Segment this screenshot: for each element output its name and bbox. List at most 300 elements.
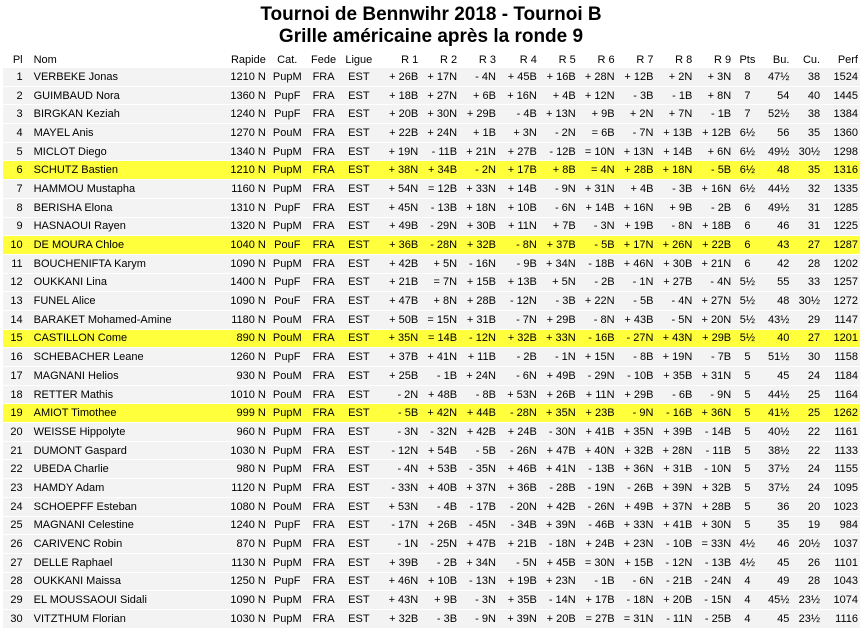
- table-row: [3, 572, 860, 591]
- cell-performance: 1285: [833, 201, 858, 214]
- cell-category: PupM: [272, 444, 302, 457]
- cell-round-2: + 8N: [433, 295, 458, 308]
- cell-place: 25: [10, 519, 23, 532]
- cell-league: EST: [348, 257, 370, 270]
- cell-round-1: - 17N: [391, 519, 419, 532]
- cell-category: PouM: [272, 313, 302, 326]
- cell-round-9: - 2B: [710, 201, 732, 214]
- cell-cumulative: 38: [807, 70, 821, 83]
- cell-round-3: - 8B: [475, 388, 496, 401]
- cell-round-1: + 19N: [388, 145, 419, 158]
- cell-cumulative: 28: [807, 257, 821, 270]
- cell-rapid-rating: 1040 N: [230, 239, 266, 252]
- table-row: [3, 180, 860, 199]
- cell-category: PouM: [272, 369, 302, 382]
- header-rapid-rating: Rapide: [230, 53, 266, 66]
- cell-league: EST: [348, 239, 370, 252]
- cell-place: 23: [10, 481, 23, 494]
- cell-round-9: + 28B: [702, 500, 732, 513]
- cell-performance: 1158: [834, 351, 858, 364]
- cell-category: PupF: [274, 89, 301, 102]
- cell-performance: 1095: [833, 481, 858, 494]
- cell-rapid-rating: 1260 N: [230, 351, 266, 364]
- header-round-5: R 5: [558, 53, 576, 66]
- page-header: [0, 4, 862, 48]
- cell-round-2: - 3B: [436, 612, 458, 625]
- table-row: [3, 86, 860, 105]
- table-row: [3, 161, 860, 180]
- cell-round-3: - 4N: [475, 70, 496, 83]
- cell-round-5: + 49B: [546, 369, 576, 382]
- cell-round-5: - 9N: [554, 182, 576, 195]
- cell-place: 27: [10, 556, 23, 569]
- cell-cumulative: 29: [807, 313, 821, 326]
- cell-round-8: + 39N: [662, 481, 693, 494]
- cell-round-7: - 10B: [627, 369, 654, 382]
- cell-round-4: + 19B: [507, 575, 537, 588]
- cell-federation: FRA: [312, 444, 335, 457]
- cell-performance: 1202: [833, 257, 858, 270]
- cell-round-9: + 21N: [701, 257, 732, 270]
- cell-round-8: - 11N: [666, 612, 693, 625]
- cell-round-5: + 5N: [552, 276, 576, 289]
- cell-round-2: + 41N: [427, 351, 458, 364]
- cell-round-6: - 13B: [588, 463, 615, 476]
- cell-round-5: + 45B: [546, 556, 576, 569]
- cell-rapid-rating: 890 N: [236, 332, 266, 345]
- cell-rapid-rating: 1310 N: [230, 201, 266, 214]
- cell-round-8: + 41B: [663, 519, 693, 532]
- cell-category: PouM: [272, 126, 302, 139]
- cell-round-9: - 9N: [710, 388, 732, 401]
- cell-round-2: + 24N: [427, 126, 458, 139]
- cell-performance: 1101: [834, 556, 858, 569]
- cell-round-9: - 10N: [704, 463, 732, 476]
- cell-buchholz: 44½: [768, 182, 790, 195]
- cell-round-9: = 33N: [701, 538, 732, 551]
- cell-round-7: + 12B: [624, 70, 654, 83]
- cell-round-9: + 30N: [701, 519, 732, 532]
- table-row: [3, 236, 860, 255]
- cell-round-6: = 6B: [591, 126, 615, 139]
- table-row: [3, 105, 860, 124]
- cell-round-7: + 23N: [623, 538, 654, 551]
- cell-round-2: + 34B: [428, 164, 458, 177]
- cell-round-6: + 23B: [585, 407, 615, 420]
- cell-place: 3: [16, 108, 23, 121]
- cell-round-2: + 9B: [434, 594, 458, 607]
- cell-round-5: + 33N: [546, 332, 576, 345]
- cell-category: PouF: [274, 295, 301, 308]
- cell-round-7: + 43B: [624, 313, 654, 326]
- cell-name: HAMDY Adam: [33, 481, 105, 494]
- header-round-6: R 6: [597, 53, 615, 66]
- cell-round-4: + 16N: [507, 89, 537, 102]
- cell-round-1: + 54N: [388, 182, 419, 195]
- cell-points: 5: [744, 444, 751, 457]
- cell-round-9: - 11B: [705, 444, 732, 457]
- cell-category: PupF: [274, 201, 301, 214]
- cell-round-7: + 32B: [624, 444, 654, 457]
- cell-round-3: - 17B: [469, 500, 496, 513]
- cell-league: EST: [348, 519, 370, 532]
- cell-round-8: + 39B: [663, 425, 693, 438]
- cell-round-2: + 30N: [427, 108, 458, 121]
- cell-round-4: + 35B: [507, 594, 537, 607]
- cell-federation: FRA: [312, 519, 335, 532]
- table-row: [3, 124, 860, 143]
- cell-rapid-rating: 1210 N: [230, 164, 266, 177]
- cell-round-9: - 25B: [704, 612, 732, 625]
- cell-round-2: + 17N: [427, 70, 458, 83]
- cell-round-7: - 8B: [633, 351, 654, 364]
- header-round-2: R 2: [439, 53, 458, 66]
- cell-round-8: - 3B: [672, 182, 693, 195]
- cell-round-8: - 12N: [665, 556, 693, 569]
- cell-category: PupF: [274, 276, 301, 289]
- cell-round-6: + 28N: [584, 70, 615, 83]
- cell-round-6: - 5B: [594, 239, 615, 252]
- cell-points: 5: [744, 463, 751, 476]
- cell-cumulative: 22: [807, 444, 821, 457]
- cell-round-8: + 26N: [662, 239, 693, 252]
- cell-league: EST: [348, 295, 370, 308]
- cell-round-4: - 7N: [516, 313, 537, 326]
- cell-round-1: + 46N: [388, 575, 419, 588]
- cell-round-9: + 22B: [702, 239, 732, 252]
- cell-round-4: + 46B: [507, 463, 537, 476]
- cell-round-3: - 13N: [469, 575, 496, 588]
- cell-round-4: - 2B: [516, 351, 537, 364]
- cell-round-3: + 34N: [466, 556, 496, 569]
- cell-category: PupM: [272, 257, 302, 270]
- cell-cumulative: 25: [807, 388, 821, 401]
- cell-name: CASTILLON Come: [33, 332, 128, 345]
- cell-place: 28: [10, 575, 23, 588]
- cell-round-5: + 8B: [552, 164, 576, 177]
- cell-buchholz: 43: [777, 239, 790, 252]
- cell-round-4: + 13B: [507, 276, 537, 289]
- cell-rapid-rating: 1210 N: [230, 70, 266, 83]
- cell-buchholz: 41½: [768, 407, 790, 420]
- cell-place: 19: [10, 407, 23, 420]
- cell-round-3: + 21N: [466, 145, 496, 158]
- cell-round-3: - 45N: [469, 519, 496, 532]
- cell-buchholz: 55: [777, 276, 790, 289]
- cell-round-8: + 7N: [668, 108, 693, 121]
- table-row: [3, 404, 860, 423]
- cell-round-1: + 35N: [388, 332, 419, 345]
- cell-cumulative: 19: [807, 519, 821, 532]
- cell-round-1: + 38N: [388, 164, 419, 177]
- cell-round-9: - 4N: [710, 276, 732, 289]
- header-round-4: R 4: [519, 53, 537, 66]
- cell-round-2: - 4B: [436, 500, 458, 513]
- header-federation: Fede: [311, 53, 337, 66]
- cell-performance: 1023: [833, 500, 858, 513]
- cell-place: 13: [10, 295, 23, 308]
- cell-performance: 1524: [833, 70, 858, 83]
- cell-round-8: + 35B: [663, 369, 693, 382]
- cell-rapid-rating: 1240 N: [230, 108, 266, 121]
- cell-place: 1: [16, 70, 23, 83]
- cell-round-4: + 36B: [507, 481, 537, 494]
- table-row: [3, 254, 860, 273]
- cell-rapid-rating: 1130 N: [231, 556, 266, 569]
- cell-name: MAGNANI Helios: [33, 369, 119, 382]
- cell-round-1: + 26B: [389, 70, 419, 83]
- cell-round-5: + 7B: [552, 220, 576, 233]
- cell-buchholz: 38½: [768, 444, 790, 457]
- cell-cumulative: 20: [807, 500, 821, 513]
- cell-round-9: + 6N: [707, 145, 732, 158]
- cell-league: EST: [348, 276, 370, 289]
- cell-place: 29: [10, 594, 23, 607]
- cell-performance: 1360: [833, 126, 858, 139]
- cell-round-5: - 18N: [548, 538, 576, 551]
- cell-round-2: + 5N: [433, 257, 458, 270]
- cell-points: 5: [744, 388, 751, 401]
- cell-place: 24: [10, 500, 23, 513]
- cell-name: GUIMBAUD Nora: [33, 89, 120, 102]
- cell-round-5: + 23N: [546, 575, 576, 588]
- cell-rapid-rating: 1080 N: [230, 500, 266, 513]
- cell-name: BIRGKAN Keziah: [33, 108, 120, 121]
- cell-cumulative: 25: [807, 407, 821, 420]
- cell-performance: 1287: [833, 239, 858, 252]
- cell-federation: FRA: [312, 612, 335, 625]
- cell-cumulative: 23½: [798, 612, 821, 625]
- cell-round-7: + 4B: [630, 182, 654, 195]
- cell-rapid-rating: 1320 N: [230, 220, 266, 233]
- cell-federation: FRA: [312, 388, 335, 401]
- cell-place: 14: [10, 313, 23, 326]
- cell-round-9: - 7B: [710, 351, 732, 364]
- cell-round-5: + 4B: [552, 89, 576, 102]
- cell-league: EST: [348, 108, 370, 121]
- cell-performance: 1316: [833, 164, 858, 177]
- cell-league: EST: [348, 388, 370, 401]
- header-buchholz: Bu.: [772, 53, 790, 66]
- cell-round-3: + 6B: [473, 89, 496, 102]
- cell-round-6: - 19N: [587, 481, 615, 494]
- cell-name: SCHOEPFF Esteban: [33, 500, 137, 513]
- cell-cumulative: 24: [807, 463, 821, 476]
- cell-round-4: + 3N: [513, 126, 537, 139]
- cell-cumulative: 31: [807, 220, 821, 233]
- table-row: [3, 423, 860, 442]
- cell-round-3: - 35N: [469, 463, 496, 476]
- cell-round-7: + 16N: [623, 201, 654, 214]
- cell-round-1: + 43N: [388, 594, 419, 607]
- cell-points: 4½: [739, 538, 756, 551]
- cell-name: FUNEL Alice: [33, 295, 96, 308]
- cell-round-3: + 44B: [466, 407, 496, 420]
- cell-buchholz: 45: [777, 612, 790, 625]
- cell-performance: 1201: [833, 332, 858, 345]
- cell-federation: FRA: [312, 182, 335, 195]
- cell-place: 12: [10, 276, 23, 289]
- cell-round-1: + 25B: [389, 369, 419, 382]
- cell-round-1: + 22B: [389, 126, 419, 139]
- cell-rapid-rating: 1340 N: [230, 145, 266, 158]
- cell-federation: FRA: [312, 538, 335, 551]
- cell-performance: 1074: [833, 594, 858, 607]
- cell-place: 26: [10, 538, 23, 551]
- header-round-9: R 9: [714, 53, 732, 66]
- cell-round-4: - 28N: [509, 407, 537, 420]
- cell-round-4: + 32B: [507, 332, 537, 345]
- cell-round-8: + 31B: [663, 463, 693, 476]
- cell-buchholz: 43½: [768, 313, 790, 326]
- cell-points: 5½: [739, 332, 756, 345]
- cell-round-6: + 40N: [584, 444, 615, 457]
- cell-rapid-rating: 870 N: [236, 538, 266, 551]
- cell-round-9: - 24N: [704, 575, 732, 588]
- cell-cumulative: 35: [807, 126, 821, 139]
- cell-league: EST: [348, 463, 370, 476]
- cell-points: 6½: [739, 126, 756, 139]
- cell-league: EST: [348, 538, 370, 551]
- cell-round-4: + 53N: [507, 388, 537, 401]
- cell-name: BARAKET Mohamed-Amine: [33, 313, 172, 326]
- table-row: [3, 385, 860, 404]
- cell-round-9: - 15N: [704, 594, 732, 607]
- cell-round-2: + 48B: [428, 388, 458, 401]
- cell-round-8: - 1B: [672, 89, 693, 102]
- cell-round-4: + 17B: [507, 164, 537, 177]
- cell-points: 5: [744, 351, 751, 364]
- cell-cumulative: 26: [807, 556, 821, 569]
- cell-performance: 1164: [834, 388, 858, 401]
- cell-category: PupM: [272, 407, 302, 420]
- cell-name: RETTER Mathis: [33, 388, 114, 401]
- cell-points: 5½: [739, 276, 756, 289]
- cell-name: AMIOT Timothee: [33, 407, 117, 420]
- cell-round-7: + 35N: [623, 425, 654, 438]
- cell-round-3: + 1B: [473, 126, 496, 139]
- cell-round-8: - 16B: [666, 407, 693, 420]
- cell-buchholz: 54: [777, 89, 790, 102]
- cell-cumulative: 24: [807, 481, 821, 494]
- cell-round-2: - 32N: [430, 425, 458, 438]
- cell-round-5: + 39N: [546, 519, 576, 532]
- cell-place: 30: [10, 612, 23, 625]
- cell-cumulative: 30½: [798, 145, 821, 158]
- cell-round-9: + 32B: [702, 481, 732, 494]
- cell-round-9: - 14B: [704, 425, 732, 438]
- cell-buchholz: 45½: [768, 594, 790, 607]
- cell-round-2: - 11B: [431, 145, 458, 158]
- cell-points: 6: [744, 220, 751, 233]
- cell-round-5: + 29B: [546, 313, 576, 326]
- cell-round-7: - 6N: [632, 575, 654, 588]
- cell-round-6: + 12N: [584, 89, 615, 102]
- cell-round-1: + 45N: [388, 201, 419, 214]
- header-performance: Perf: [837, 53, 858, 66]
- cell-round-8: + 19N: [662, 351, 693, 364]
- cell-round-3: + 11B: [467, 351, 496, 364]
- cell-round-2: - 1B: [436, 369, 458, 382]
- cell-federation: FRA: [312, 89, 335, 102]
- cell-round-8: + 18N: [662, 164, 693, 177]
- cell-round-3: - 5B: [475, 444, 496, 457]
- cell-name: DELLE Raphael: [33, 556, 113, 569]
- cell-federation: FRA: [312, 369, 335, 382]
- cell-federation: FRA: [312, 500, 335, 513]
- table-header: [3, 51, 860, 68]
- table-row: [3, 535, 860, 554]
- cell-round-1: + 53N: [388, 500, 419, 513]
- cell-round-4: - 12N: [509, 295, 537, 308]
- cell-round-2: - 29N: [430, 220, 458, 233]
- cell-buchholz: 48: [777, 295, 790, 308]
- header-round-7: R 7: [636, 53, 654, 66]
- cell-round-6: - 3N: [593, 220, 615, 233]
- cell-round-3: + 30B: [466, 220, 496, 233]
- cell-federation: FRA: [312, 313, 335, 326]
- cell-round-8: - 10B: [666, 538, 693, 551]
- cell-league: EST: [348, 481, 370, 494]
- header-league: Ligue: [345, 53, 373, 66]
- cell-league: EST: [348, 332, 370, 345]
- cell-round-6: + 22N: [584, 295, 615, 308]
- cell-name: HASNAOUI Rayen: [33, 220, 126, 233]
- cell-round-7: + 36N: [623, 463, 654, 476]
- cell-round-8: + 28N: [662, 444, 693, 457]
- cell-round-5: - 3B: [555, 295, 576, 308]
- cell-category: PupM: [272, 220, 302, 233]
- cell-federation: FRA: [312, 126, 335, 139]
- cell-round-9: - 5B: [710, 164, 732, 177]
- cell-federation: FRA: [312, 239, 335, 252]
- cell-round-8: + 20B: [663, 594, 693, 607]
- cell-rapid-rating: 930 N: [236, 369, 266, 382]
- cell-federation: FRA: [312, 594, 335, 607]
- cell-round-4: - 5N: [516, 556, 537, 569]
- cell-points: 5: [744, 519, 751, 532]
- cell-league: EST: [348, 612, 370, 625]
- cell-league: EST: [348, 313, 370, 326]
- cell-round-5: + 42B: [546, 500, 576, 513]
- cell-performance: 1184: [834, 369, 858, 382]
- cell-federation: FRA: [312, 463, 335, 476]
- cell-round-2: = 7N: [433, 276, 458, 289]
- table-row: [3, 497, 860, 516]
- cell-points: 5: [744, 425, 751, 438]
- table-row: [3, 142, 860, 161]
- cell-name: CARIVENC Robin: [33, 538, 123, 551]
- cell-league: EST: [348, 407, 370, 420]
- cell-round-6: + 15N: [584, 351, 615, 364]
- cell-round-6: + 9B: [591, 108, 615, 121]
- cell-category: PupM: [272, 70, 302, 83]
- cell-round-3: + 31B: [466, 313, 496, 326]
- cell-round-9: - 1B: [710, 108, 732, 121]
- cell-performance: 1116: [835, 612, 858, 625]
- cell-cumulative: 35: [807, 164, 821, 177]
- cell-points: 5: [744, 369, 751, 382]
- cell-buchholz: 48: [777, 164, 790, 177]
- cell-round-4: + 27B: [507, 145, 537, 158]
- cell-category: PouF: [274, 239, 301, 252]
- cell-buchholz: 42: [777, 257, 790, 270]
- cell-federation: FRA: [312, 220, 335, 233]
- cell-round-6: = 4N: [591, 164, 615, 177]
- cell-league: EST: [348, 575, 370, 588]
- cell-name: BERISHA Elona: [33, 201, 113, 214]
- cell-round-7: = 31N: [623, 612, 654, 625]
